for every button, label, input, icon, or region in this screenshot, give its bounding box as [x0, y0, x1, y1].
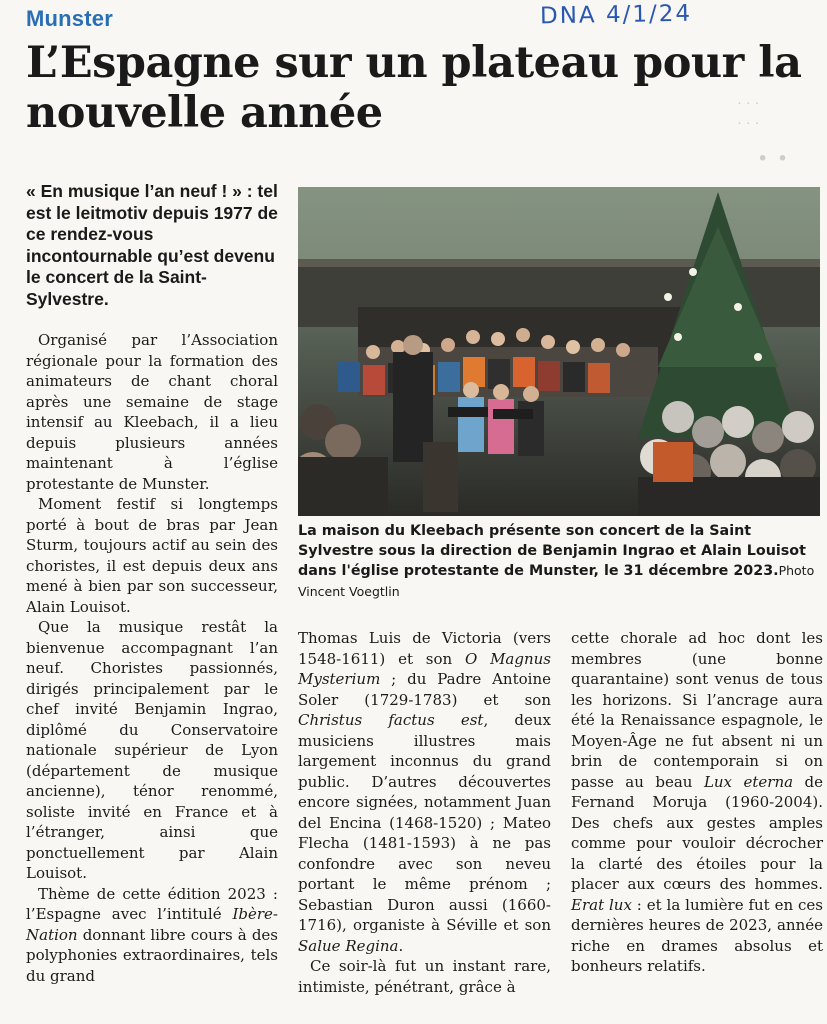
italic-title: Ibère-Nation — [26, 905, 278, 944]
article-headline: L’Espagne sur un plateau pour la nouvelle année — [26, 38, 802, 138]
paragraph: Thomas Luis de Victoria (vers 1548-1611) et son O Magnus Mysterium ; du Padre Antoine Soler (1729-1783) et son Christus factus est, deux musiciens illustres mais largement inconnus du grand public. D’autres découvertes encore signées, notamment Juan del Encina (1468-1520) ; Mateo Flecha (1481-1593) à ne pas confondre avec son neveu portant le même prénom ; Sebastian Duron aussi (1660-1716), organiste à Séville et son Salue Regina. — [298, 629, 551, 955]
bleed-through-text: · · · · · · · · — [737, 96, 789, 177]
caption-text: La maison du Kleebach présente son concert de la Saint Sylvestre sous la direction de Benjamin Ingrao et Alain Louisot dans l'église protestante de Munster, le 31 décembre 2023. — [298, 523, 806, 579]
paragraph: Que la musique restât la bienvenue accompagnant l’an neuf. Choristes passionnés, dirigés principalement par le chef invité Benjamin Ingrao, diplômé du Conservatoire nationale supérieur de Lyon (département de musique ancienne), ténor renommé, soliste invité en France et à l’étranger, ainsi que ponctuellement par Alain Louisot. — [26, 618, 278, 882]
section-label: Munster — [26, 6, 113, 31]
italic-title: Salue Regina — [298, 936, 399, 955]
article-lead: « En musique l’an neuf ! » : tel est le leitmotiv depuis 1977 de ce rendez-vous incontournable qu’est devenu le concert de la Saint-Sylvestre. — [26, 181, 278, 309]
handwritten-date-stamp: DNA 4/1/24 — [539, 0, 693, 30]
paragraph: cette chorale ad hoc dont les membres (une bonne quarantaine) sont venus de tous les horizons. Si l’ancrage aura été la Renaissance espagnole, le Moyen-Âge ne fut absent ni un brin de contemporain si on passe au beau Lux eterna de Fernand Moruja (1960-2004). Des chefs aux gestes amples comme pour vouloir décrocher la clarté des étoiles pour la placer aux cœurs des hommes. Erat lux : et la lumière fut en ces dernières heures de 2023, année riche en drames absolus et bonheurs relatifs. — [571, 629, 824, 975]
article-column-3 — [571, 628, 823, 977]
concert-photo — [298, 187, 820, 516]
italic-title: Lux eterna — [703, 772, 794, 791]
paragraph: Thème de cette édition 2023 : l’Espagne avec l’intitulé Ibère-Nation donnant libre cours à des polyphonies extraordinaires, tels du grand — [26, 884, 278, 985]
concert-photo-image — [298, 187, 820, 516]
paragraph: Moment festif si longtemps porté à bout de bras par Jean Sturm, toujours actif au sein des choristes, il est depuis deux ans mené à bien par son successeur, Alain Louisot. — [26, 495, 278, 616]
paragraph: Ce soir-là fut un instant rare, intimiste, pénétrant, grâce à — [298, 957, 551, 996]
italic-title: Christus factus est — [298, 711, 484, 729]
article-column-1 — [26, 330, 278, 986]
photo-credit: Photo Vincent Voegtlin — [298, 563, 815, 599]
paragraph: Organisé par l’Association régionale pour la formation des animateurs de chant choral après une semaine de stage intensif au Kleebach, il a lieu depuis plusieurs années maintenant à l’église protestante de Munster. — [26, 331, 278, 493]
photo-caption — [298, 522, 818, 602]
italic-title: O Magnus Mysterium — [298, 649, 551, 688]
italic-title: Erat lux — [571, 895, 632, 914]
article-column-2 — [298, 628, 551, 997]
